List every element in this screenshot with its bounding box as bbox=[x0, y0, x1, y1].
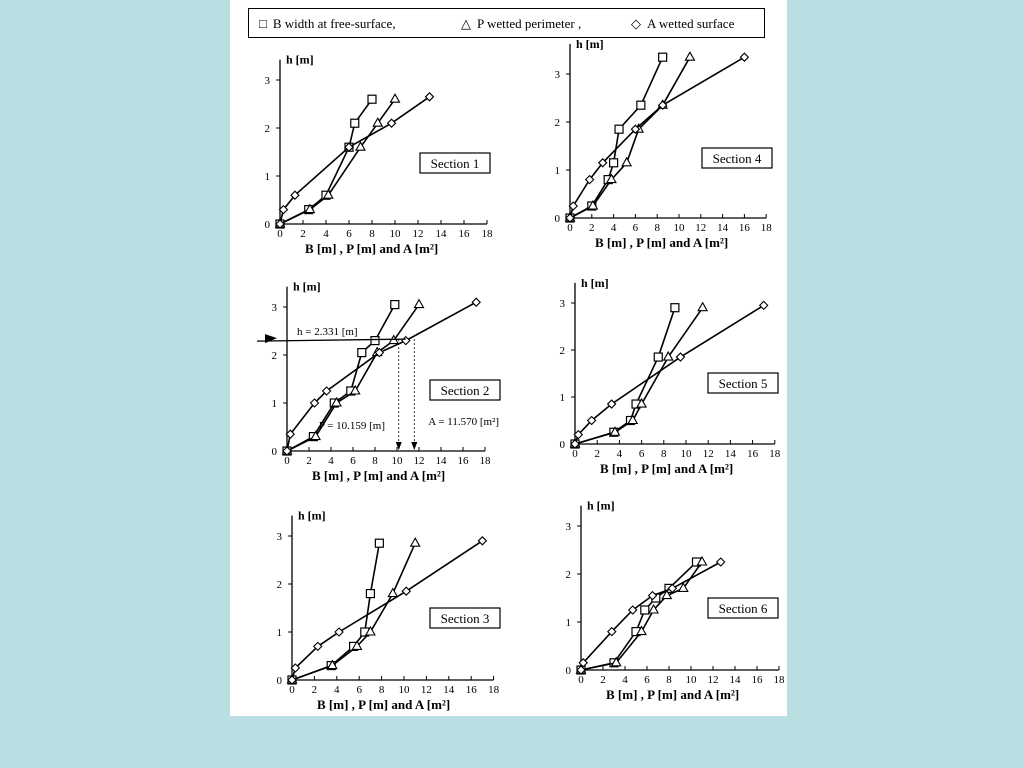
section-title: Section 1 bbox=[430, 156, 480, 171]
x-tick-label: 14 bbox=[435, 228, 447, 240]
x-tick-label: 12 bbox=[707, 674, 719, 686]
series-line-p bbox=[570, 57, 690, 218]
section-title: Section 6 bbox=[718, 601, 768, 616]
y-axis-label: h [m] bbox=[298, 508, 326, 523]
data-point-b bbox=[391, 301, 399, 309]
x-tick-label: 6 bbox=[356, 684, 362, 696]
x-tick-label: 0 bbox=[578, 674, 584, 686]
y-tick-label: 3 bbox=[271, 302, 277, 314]
x-tick-label: 4 bbox=[323, 228, 329, 240]
x-tick-label: 12 bbox=[702, 448, 714, 460]
x-tick-label: 8 bbox=[369, 228, 375, 240]
x-tick-label: 10 bbox=[389, 228, 401, 240]
x-tick-label: 4 bbox=[622, 674, 628, 686]
data-point-a bbox=[472, 298, 480, 306]
data-point-p bbox=[698, 303, 707, 311]
x-tick-label: 14 bbox=[729, 674, 741, 686]
x-tick-label: 10 bbox=[685, 674, 697, 686]
x-axis-label: B [m] , P [m] and A [m²] bbox=[305, 241, 439, 256]
series-line-b bbox=[280, 99, 372, 224]
data-point-p bbox=[391, 94, 400, 102]
y-axis-label: h [m] bbox=[286, 52, 314, 67]
section-title: Section 5 bbox=[718, 376, 768, 391]
x-tick-label: 4 bbox=[610, 222, 617, 234]
x-tick-label: 8 bbox=[654, 222, 660, 234]
data-point-p bbox=[415, 300, 424, 308]
x-tick-label: 6 bbox=[350, 455, 356, 467]
x-tick-label: 2 bbox=[589, 222, 595, 234]
x-tick-label: 18 bbox=[481, 228, 493, 240]
series-line-a bbox=[570, 57, 744, 218]
legend-item-p bbox=[461, 16, 581, 32]
x-tick-label: 16 bbox=[465, 684, 477, 696]
x-tick-label: 18 bbox=[488, 684, 500, 696]
x-tick-label: 16 bbox=[458, 228, 470, 240]
y-tick-label: 3 bbox=[565, 521, 571, 533]
x-tick-label: 18 bbox=[773, 674, 785, 686]
x-tick-label: 0 bbox=[567, 222, 573, 234]
x-tick-label: 18 bbox=[760, 222, 772, 234]
x-tick-label: 2 bbox=[600, 674, 606, 686]
data-point-p bbox=[622, 158, 631, 166]
x-tick-label: 16 bbox=[738, 222, 750, 234]
a-annotation-label: A = 11.570 [m²] bbox=[428, 416, 500, 428]
x-tick-label: 2 bbox=[594, 448, 600, 460]
a-arrow-head bbox=[411, 442, 417, 450]
x-axis-label: B [m] , P [m] and A [m²] bbox=[595, 235, 729, 250]
y-axis-label: h [m] bbox=[581, 275, 609, 290]
data-point-a bbox=[402, 337, 410, 345]
x-tick-label: 12 bbox=[420, 684, 432, 696]
figure-sheet bbox=[230, 0, 787, 716]
x-tick-label: 8 bbox=[378, 684, 385, 696]
legend-label-b: B width at free-surface, bbox=[272, 16, 396, 31]
x-tick-label: 16 bbox=[747, 448, 759, 460]
x-tick-label: 6 bbox=[346, 228, 352, 240]
data-point-a bbox=[717, 558, 725, 566]
data-point-b bbox=[366, 590, 374, 598]
x-tick-label: 10 bbox=[391, 455, 403, 467]
chart-section-6 bbox=[550, 490, 800, 705]
x-tick-label: 0 bbox=[289, 684, 295, 696]
y-tick-label: 2 bbox=[264, 123, 270, 135]
y-tick-label: 1 bbox=[559, 392, 565, 404]
x-tick-label: 14 bbox=[717, 222, 729, 234]
data-point-p bbox=[411, 538, 420, 546]
x-tick-label: 0 bbox=[284, 455, 290, 467]
y-tick-label: 0 bbox=[565, 665, 571, 677]
y-tick-label: 2 bbox=[276, 579, 282, 591]
h-reference-line bbox=[257, 339, 406, 341]
y-tick-label: 1 bbox=[271, 398, 277, 410]
y-tick-label: 0 bbox=[559, 439, 565, 451]
legend bbox=[248, 8, 765, 38]
data-point-b bbox=[659, 53, 667, 61]
y-tick-label: 0 bbox=[264, 219, 270, 231]
x-tick-label: 10 bbox=[673, 222, 685, 234]
x-tick-label: 8 bbox=[661, 448, 667, 460]
x-tick-label: 10 bbox=[398, 684, 410, 696]
x-tick-label: 6 bbox=[632, 222, 639, 234]
x-tick-label: 0 bbox=[572, 448, 578, 460]
legend-label-a: A wetted surface bbox=[647, 16, 735, 31]
x-tick-label: 12 bbox=[412, 228, 424, 240]
data-point-b bbox=[375, 539, 383, 547]
x-tick-label: 8 bbox=[666, 674, 672, 686]
x-tick-label: 14 bbox=[724, 448, 736, 460]
y-tick-label: 0 bbox=[276, 675, 282, 687]
series-line-p bbox=[575, 308, 703, 444]
legend-item-b bbox=[259, 16, 396, 32]
data-point-a bbox=[760, 301, 768, 309]
data-point-b bbox=[654, 353, 662, 361]
legend-item-a bbox=[631, 16, 734, 32]
data-point-b bbox=[615, 125, 623, 133]
x-tick-label: 10 bbox=[680, 448, 692, 460]
chart-section-2 bbox=[255, 275, 505, 490]
x-axis-label: B [m] , P [m] and A [m²] bbox=[312, 468, 446, 483]
y-tick-label: 3 bbox=[276, 531, 282, 543]
series-line-p bbox=[292, 543, 415, 680]
y-tick-label: 1 bbox=[264, 171, 270, 183]
y-tick-label: 0 bbox=[554, 213, 560, 225]
x-tick-label: 4 bbox=[328, 455, 334, 467]
x-tick-label: 2 bbox=[306, 455, 312, 467]
y-tick-label: 3 bbox=[559, 298, 565, 310]
data-point-b bbox=[637, 101, 645, 109]
x-axis-label: B [m] , P [m] and A [m²] bbox=[317, 697, 451, 712]
y-axis-label: h [m] bbox=[576, 37, 604, 51]
h-annotation-label: h = 2.331 [m] bbox=[297, 326, 358, 339]
x-tick-label: 16 bbox=[457, 455, 469, 467]
data-point-b bbox=[641, 606, 649, 614]
y-axis-label: h [m] bbox=[587, 498, 615, 513]
y-tick-label: 3 bbox=[264, 75, 270, 87]
x-tick-label: 6 bbox=[638, 448, 645, 460]
y-tick-label: 3 bbox=[554, 69, 560, 81]
series-line-b bbox=[581, 562, 697, 670]
x-axis-label: B [m] , P [m] and A [m²] bbox=[600, 461, 734, 476]
x-tick-label: 4 bbox=[616, 448, 623, 460]
section-title: Section 2 bbox=[440, 383, 490, 398]
p-annotation-label: P = 10.159 [m] bbox=[318, 420, 386, 432]
x-tick-label: 12 bbox=[695, 222, 707, 234]
y-tick-label: 2 bbox=[554, 117, 560, 129]
data-point-p bbox=[685, 52, 694, 60]
x-tick-label: 16 bbox=[751, 674, 763, 686]
y-tick-label: 0 bbox=[271, 446, 277, 458]
series-line-a bbox=[280, 97, 430, 224]
y-tick-label: 1 bbox=[276, 627, 282, 639]
data-point-b bbox=[371, 337, 379, 345]
y-tick-label: 2 bbox=[565, 569, 571, 581]
legend-label-p: P wetted perimeter , bbox=[477, 16, 582, 31]
data-point-b bbox=[610, 159, 618, 167]
chart-section-4 bbox=[535, 37, 785, 255]
x-tick-label: 2 bbox=[300, 228, 306, 240]
data-point-b bbox=[358, 349, 366, 357]
chart-section-3 bbox=[260, 500, 510, 715]
data-point-b bbox=[671, 304, 679, 312]
x-tick-label: 12 bbox=[413, 455, 425, 467]
data-point-b bbox=[368, 95, 376, 103]
x-tick-label: 14 bbox=[435, 455, 447, 467]
data-point-b bbox=[351, 119, 359, 127]
series-line-b bbox=[570, 57, 663, 218]
section-title: Section 4 bbox=[712, 151, 762, 166]
x-tick-label: 14 bbox=[443, 684, 455, 696]
chart-section-1 bbox=[245, 45, 495, 260]
section-title: Section 3 bbox=[440, 611, 490, 626]
h-arrow-head bbox=[265, 334, 277, 343]
chart-section-5 bbox=[545, 270, 795, 485]
y-tick-label: 1 bbox=[565, 617, 571, 629]
square-marker-icon: □ bbox=[259, 16, 267, 31]
y-axis-label: h [m] bbox=[293, 279, 321, 294]
x-tick-label: 18 bbox=[769, 448, 781, 460]
x-tick-label: 18 bbox=[479, 455, 491, 467]
y-tick-label: 2 bbox=[271, 350, 277, 362]
diamond-marker-icon: ◇ bbox=[631, 16, 641, 31]
x-axis-label: B [m] , P [m] and A [m²] bbox=[606, 687, 740, 702]
x-tick-label: 8 bbox=[372, 455, 378, 467]
x-tick-label: 6 bbox=[644, 674, 650, 686]
x-tick-label: 4 bbox=[334, 684, 340, 696]
x-tick-label: 0 bbox=[277, 228, 283, 240]
data-point-p bbox=[388, 589, 397, 597]
triangle-marker-icon: △ bbox=[461, 16, 471, 31]
y-tick-label: 2 bbox=[559, 345, 565, 357]
y-tick-label: 1 bbox=[554, 165, 560, 177]
data-point-a bbox=[740, 53, 748, 61]
x-tick-label: 2 bbox=[311, 684, 318, 696]
